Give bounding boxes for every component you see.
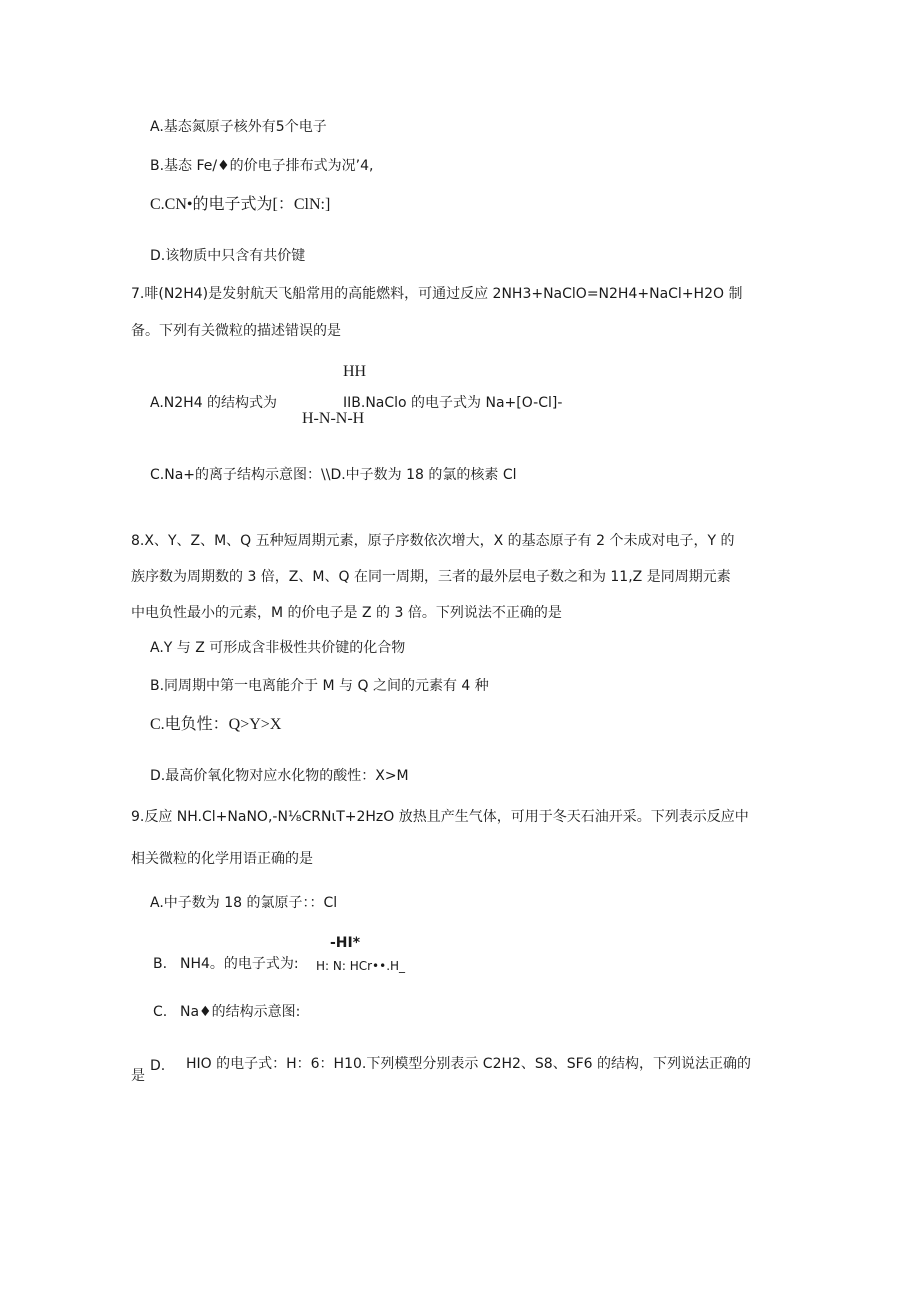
q7-option-b: IIB.NaClo 的电子式为 Na+[O-Cl]- <box>343 395 563 411</box>
q9-option-b-formula: H: N: HCr••.H_ <box>316 959 406 973</box>
q9-option-b-text: NH4。的电子式为: <box>180 956 299 972</box>
q9-option-d-label: D. <box>150 1058 166 1074</box>
q7-option-cd: C.Na+的离子结构示意图：\\D.中子数为 18 的氯的核素 Cl <box>150 467 517 483</box>
q9-option-c-text: Na♦的结构示意图: <box>180 1004 301 1020</box>
q9-option-b-label: B. <box>153 956 168 972</box>
q6-option-c: C.CN•的电子式为[：ClN:] <box>150 196 331 213</box>
q9-option-d-tail: 是 <box>131 1068 145 1084</box>
q6-option-b: B.基态 Fe/♦的价电子排布式为况’4, <box>150 158 374 174</box>
q7-structure-bottom: H-N-N-H <box>302 410 365 427</box>
q9-stem-line2: 相关微粒的化学用语正确的是 <box>131 851 313 867</box>
q7-stem-line1: 7.啡(N2H4)是发射航天飞船常用的高能燃料，可通过反应 2NH3+NaClO=N2H4+NaCl+H2O 制 <box>131 286 743 302</box>
q8-option-c: C.电负性：Q>Y>X <box>150 716 282 733</box>
q8-stem-line1: 8.X、Y、Z、M、Q 五种短周期元素，原子序数依次增大，X 的基态原子有 2 个未成对电子，Y 的 <box>131 533 735 549</box>
q9-option-b-top: -HI* <box>330 935 361 951</box>
q6-option-d: D.该物质中只含有共价键 <box>150 248 306 264</box>
q9-option-c-label: C. <box>153 1004 168 1020</box>
q7-structure-top: HH <box>343 363 367 380</box>
q9-option-a: A.中子数为 18 的氯原子：：Cl <box>150 895 338 911</box>
q8-stem-line2: 族序数为周期数的 3 倍，Z、M、Q 在同一周期，三者的最外层电子数之和为 11,Z 是同周期元素 <box>131 569 731 585</box>
q9-option-d-text: HIO 的电子式：H：6：H10.下列模型分别表示 C2H2、S8、SF6 的结构，下列说法正确的 <box>186 1056 752 1072</box>
q9-stem-line1: 9.反应 NH.Cl+NaNO,-N⅛CRNιT+2HzO 放热且产生气体，可用于冬天石油开采。下列表示反应中 <box>131 809 749 825</box>
q8-option-a: A.Y 与 Z 可形成含非极性共价键的化合物 <box>150 640 406 656</box>
q6-option-a: A.基态氮原子核外有5个电子 <box>150 119 327 135</box>
q8-option-d: D.最高价氧化物对应水化物的酸性：X>M <box>150 768 409 784</box>
q7-option-a: A.N2H4 的结构式为 <box>150 395 278 411</box>
q8-stem-line3: 中电负性最小的元素，M 的价电子是 Z 的 3 倍。下列说法不正确的是 <box>131 605 562 621</box>
q7-stem-line2: 备。下列有关微粒的描述错误的是 <box>131 323 341 339</box>
q8-option-b: B.同周期中第一电离能介于 M 与 Q 之间的元素有 4 种 <box>150 678 489 694</box>
